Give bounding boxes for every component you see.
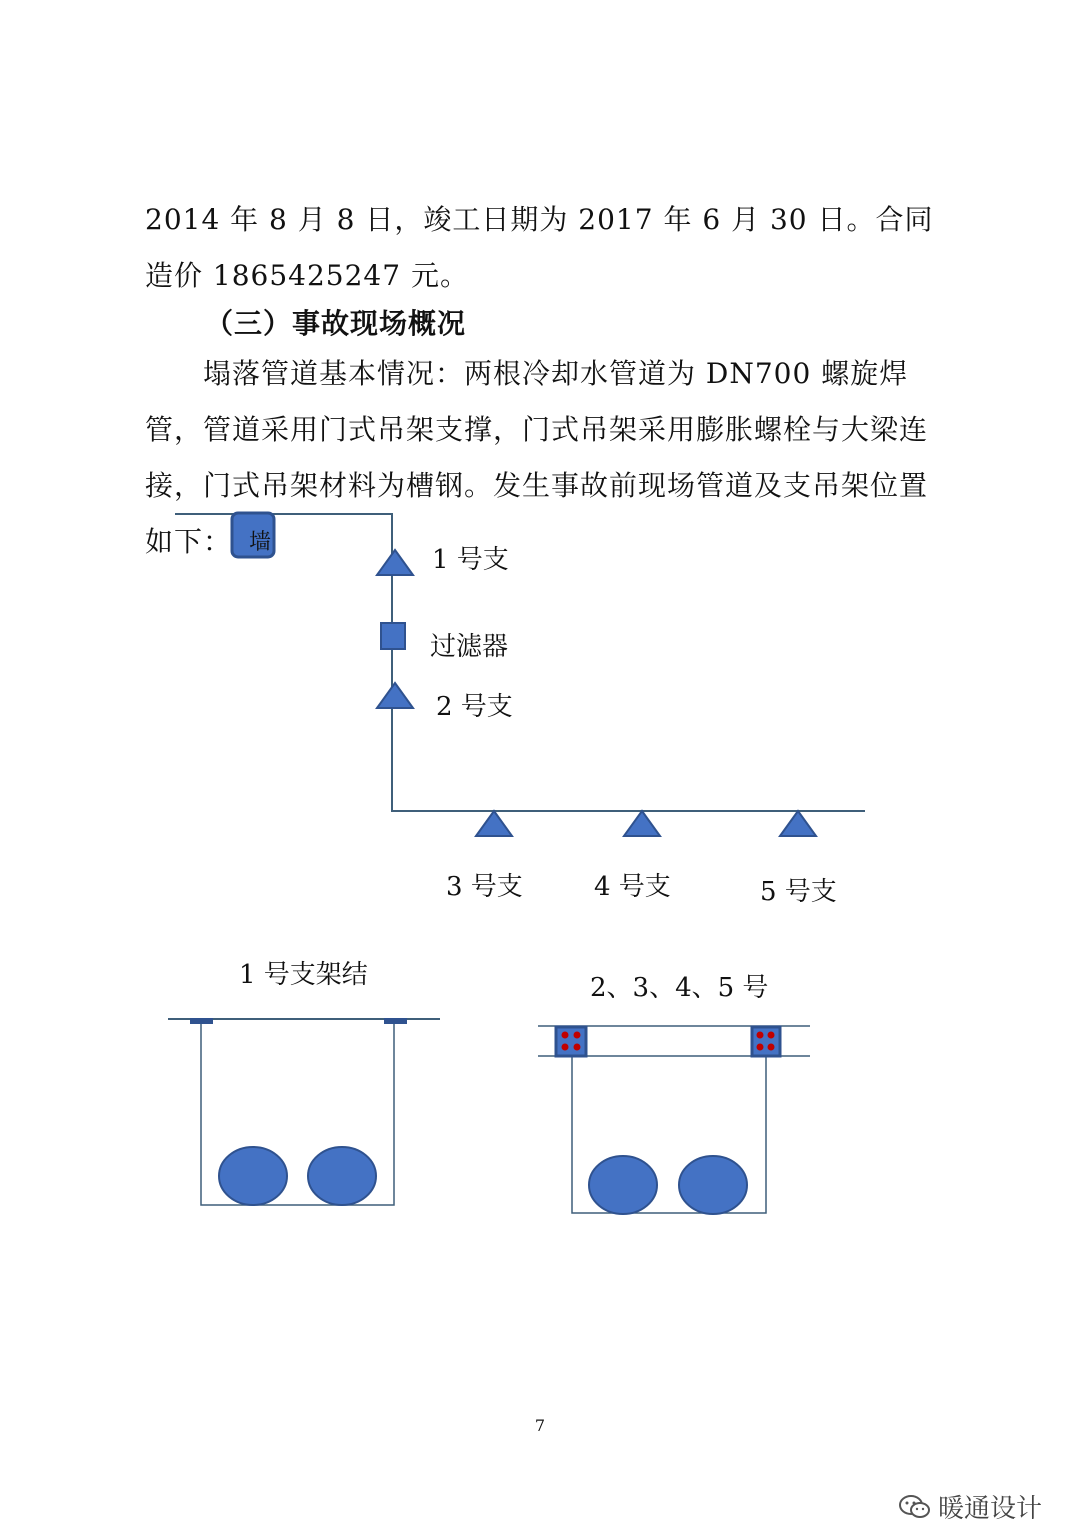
wall-label: 墙 — [249, 530, 272, 555]
detail-left-pipe-1 — [219, 1147, 287, 1205]
page-number: 7 — [534, 1416, 546, 1435]
support-3-marker — [476, 811, 512, 836]
support-4-marker — [624, 811, 660, 836]
filter-label: 过滤器 — [430, 632, 509, 662]
detail-right-pipe-2 — [679, 1156, 747, 1214]
support-4-label: 4 号支 — [594, 872, 671, 902]
wechat-icon — [898, 1493, 932, 1521]
paragraph-pipes: 塌落管道基本情况：两根冷却水管道为 DN700 螺旋焊管，管道采用门式吊架支撑，门式吊架采用膨胀螺栓与大梁连接，门式吊架材料为槽钢。发生事故前现场管道及支吊架位置如下： — [145, 357, 929, 558]
detail-left-frame — [168, 1018, 440, 1205]
support-3-label: 3 号支 — [446, 872, 523, 902]
paragraph-intro: 2014 年 8 月 8 日，竣工日期为 2017 年 6 月 30 日。合同造价 1865425247 元。 — [145, 203, 934, 292]
support-1-label: 1 号支 — [432, 545, 509, 575]
detail-right-pipe-1 — [589, 1156, 657, 1214]
watermark-text: 暖通设计 — [937, 1494, 1042, 1524]
pipe-run-line — [175, 514, 865, 811]
support-2-label: 2 号支 — [436, 692, 513, 722]
support-1-marker — [377, 550, 413, 575]
support-2-marker — [377, 683, 413, 708]
detail-right-title: 2、3、4、5 号 — [590, 973, 769, 1003]
support-5-label: 5 号支 — [760, 877, 837, 907]
filter-marker — [381, 623, 405, 649]
detail-right-bolt-left — [556, 1027, 586, 1056]
support-5-marker — [780, 811, 816, 836]
watermark — [898, 1488, 1042, 1525]
detail-right-bolt-right — [752, 1027, 780, 1056]
detail-left-pipe-2 — [308, 1147, 376, 1205]
detail-left-title: 1 号支架结 — [239, 960, 368, 990]
section-heading: （三）事故现场概况 — [205, 307, 467, 340]
